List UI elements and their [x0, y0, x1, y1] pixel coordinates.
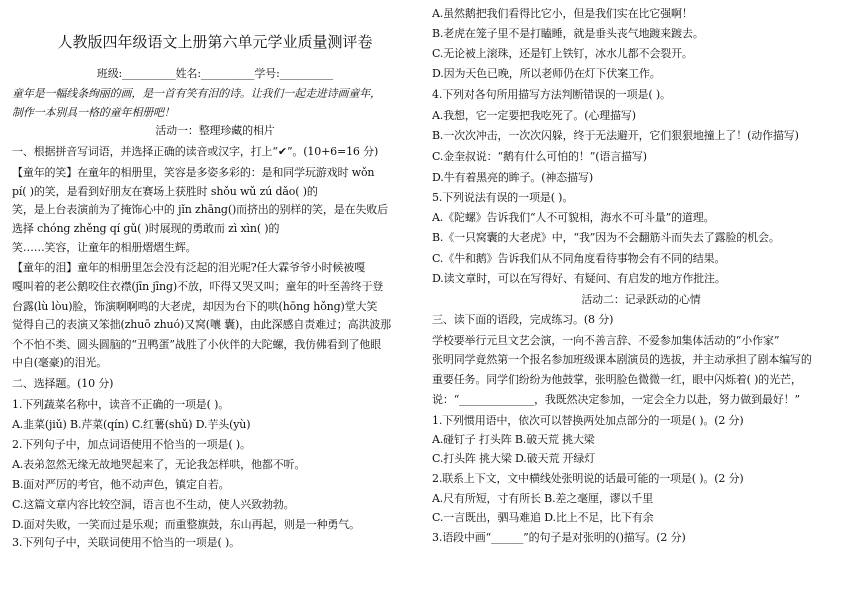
left-line-1: 人教版四年级语文上册第六单元学业质量测评卷	[57, 33, 373, 51]
right-line-20: 说：“______________，我既然决定参加，一定会全力以赴，努力做到最好！”	[432, 393, 800, 406]
left-line-26: 3.下列句子中，关联词使用不恰当的一项是( )。	[12, 536, 240, 549]
right-line-15: 活动二：记录跃动的心情	[581, 293, 701, 306]
left-line-15: 觉得自己的表演又笨拙(zhuō zhuó)又窝(嚷 囊)，由此深感自责难过；高洪波那	[12, 318, 392, 331]
left-line-24: C.这篇文章内容比较空洞，语言也不生动，使人兴致勃勃。	[12, 498, 295, 511]
left-line-11: 笑……笑容，让童年的相册熠熠生辉。	[12, 241, 197, 254]
right-line-12: B.《一只窝囊的大老虎》中，“我”因为不会翻筋斗而失去了露脸的机会。	[432, 231, 780, 244]
right-line-21: 1.下列惯用语中，依次可以替换两处加点部分的一项是( )。(2 分)	[432, 414, 744, 427]
right-line-5: 4.下列对各句所用描写方法判断错误的一项是( )。	[432, 88, 671, 101]
left-line-12: 【童年的泪】童年的相册里怎会没有泛起的泪光呢?任大霖爷爷小时候被嘎	[12, 261, 365, 274]
right-line-26: C.一言既出，驷马难追 D.比上不足，比下有余	[432, 511, 654, 524]
left-line-7: 【童年的笑】在童年的相册里，笑容是多姿多彩的：是和同学玩游戏时 wǒn	[12, 166, 375, 179]
left-line-9: 笑，是上台表演前为了掩饰心中的 jǐn zhāng()而挤出的别样的笑，是在失败后	[12, 203, 389, 216]
right-line-8: C.金奎叔说：“鹅有什么可怕的！”(语言描写)	[432, 150, 647, 163]
left-line-21: 2.下列句子中，加点词语使用不恰当的一项是( )。	[12, 438, 251, 451]
right-line-17: 学校要举行元旦文艺会演，一向不善言辞、不爱参加集体活动的“小作家”	[432, 334, 780, 347]
right-line-14: D.读文章时，可以在写得好、有疑问、有启发的地方作批注。	[432, 272, 726, 285]
left-line-6: 一、根据拼音写词语，并选择正确的读音或汉字，打上“✔”。(10+6=16 分)	[12, 145, 379, 158]
left-line-16: 个不怕不类、圆头圆脑的“丑鸭蛋”战胜了小伙伴的大陀螺，我仿佛看到了他眼	[12, 338, 381, 351]
left-line-4: 制作一本别具一格的童年相册吧！	[12, 106, 175, 119]
right-line-11: A.《陀螺》告诉我们“人不可貌相，海水不可斗量”的道理。	[432, 211, 715, 224]
right-line-4: D.因为天色已晚，所以老师仍在灯下伏案工作。	[432, 67, 661, 80]
right-line-22: A.碰钉子 打头阵 B.破天荒 挑大梁	[432, 433, 595, 446]
left-line-3: 童年是一幅线条绚丽的画，是一首有笑有泪的诗。让我们一起走进诗画童年，	[12, 87, 381, 100]
right-line-18: 张明同学竟然第一个报名参加班级课本剧演员的选拔，并主动承担了剧本编写的	[432, 353, 812, 366]
left-line-14: 台露(lù lòu)脸，饰演啊啊鸣的大老虎，却因为台下的哄(hōng hǒng)堂大笑	[12, 300, 378, 313]
right-line-3: C.无论被上滚珠，还是钉上铁钉，冰水儿都不会裂开。	[432, 47, 693, 60]
left-line-5: 活动一：整理珍藏的相片	[155, 124, 275, 137]
right-line-2: B.老虎在笼子里不是打瞌睡，就是垂头丧气地踱来踱去。	[432, 27, 704, 40]
right-line-1: A.虽然鹅把我们看得比它小，但是我们实在比它强啊！	[432, 7, 693, 20]
left-line-8: pí( )的笑，是看到好朋友在赛场上获胜时 shǒu wǔ zú dǎo( )的	[12, 185, 318, 198]
left-line-10: 选择 chóng zhěng qí gǔ( )时展现的勇敢而 zì xìn( )的	[12, 222, 280, 235]
right-line-16: 三、读下面的语段，完成练习。(8 分)	[432, 313, 614, 326]
right-line-13: C.《牛和鹅》告诉我们从不同角度看待事物会有不同的结果。	[432, 252, 726, 265]
right-line-6: A.我想，它一定要把我吃死了。(心理描写)	[432, 109, 636, 122]
right-line-25: A.尺有所短，寸有所长 B.差之毫厘，谬以千里	[432, 492, 654, 505]
right-line-24: 2.联系上下文，文中横线处张明说的话最可能的一项是( )。(2 分)	[432, 472, 744, 485]
right-line-10: 5.下列说法有误的一项是( )。	[432, 191, 574, 204]
right-line-9: D.牛有着黑亮的眸子。(神态描写)	[432, 171, 593, 184]
right-line-23: C.打头阵 挑大梁 D.破天荒 开绿灯	[432, 452, 596, 465]
left-line-22: A.表弟忽然无缘无故地哭起来了，无论我怎样哄，他都不听。	[12, 458, 306, 471]
left-line-19: 1.下列蔬菜名称中，读音不正确的一项是( )。	[12, 398, 230, 411]
left-line-17: 中自(毫豪)的泪光。	[12, 356, 108, 369]
left-line-25: D.面对失败，一笑而过是乐观；而重整旗鼓，东山再起，则是一种勇气。	[12, 518, 360, 531]
right-line-7: B.一次次冲击，一次次闪躲，终于无法避开，它们狠狠地撞上了！(动作描写)	[432, 129, 799, 142]
left-line-23: B.面对严厉的考官，他不动声色，镇定自若。	[12, 478, 230, 491]
left-line-20: A.韭菜(jiǔ) B.芹菜(qín) C.红薯(shǔ) D.芋头(yù)	[12, 418, 251, 431]
left-line-18: 二、选择题。(10 分)	[12, 377, 114, 390]
right-line-27: 3.语段中画“______”的句子是对张明的()描写。(2 分)	[432, 531, 686, 544]
left-line-13: 嘎叫着的老公鹅咬住衣襟(jīn jīng)不放，吓得又哭又叫；童年的叶至善终于登	[12, 280, 384, 293]
right-line-19: 重要任务。同学们纷纷为他鼓掌，张明脸色微微一红，眼中闪烁着( )的光芒，	[432, 373, 802, 386]
left-line-2: 班级:__________姓名:__________学号:__________	[96, 67, 334, 80]
